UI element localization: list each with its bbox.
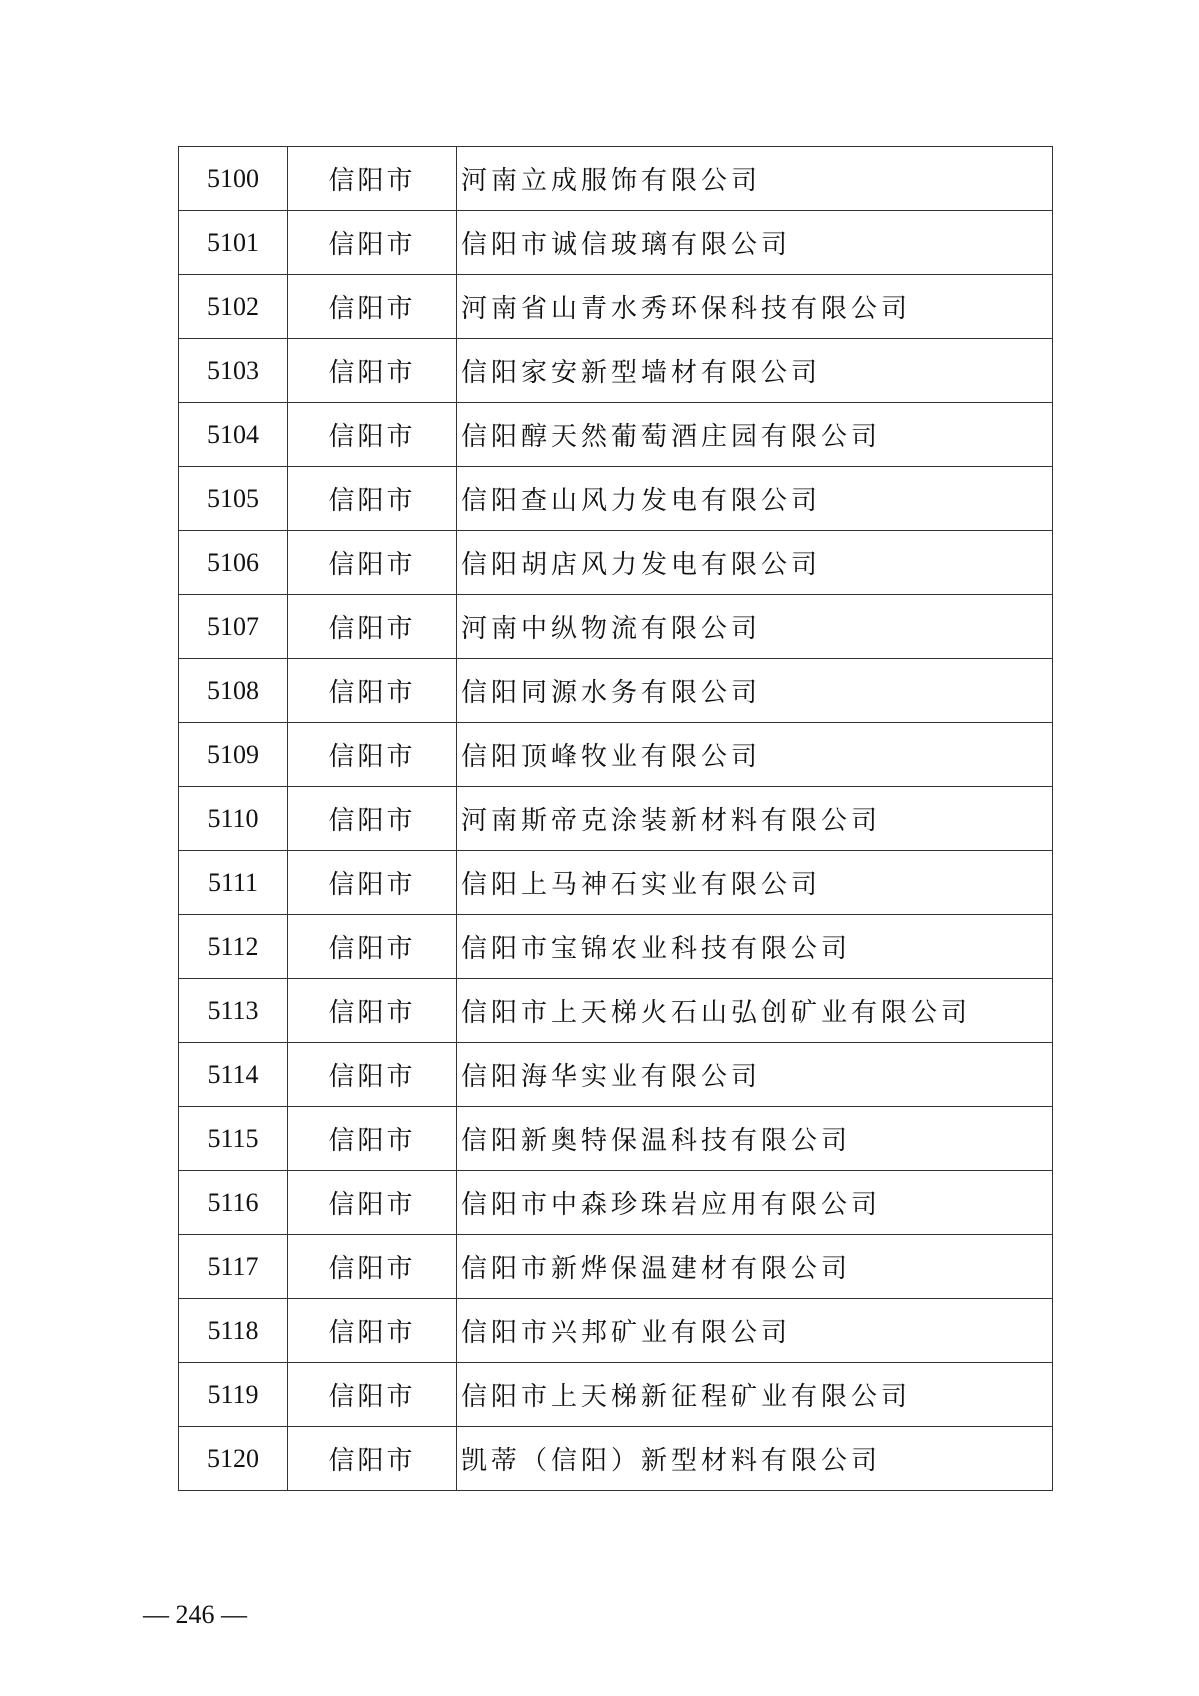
row-company-name: 信阳市宝锦农业科技有限公司 (457, 915, 1053, 979)
row-city: 信阳市 (288, 1235, 457, 1299)
table-row (179, 1299, 1053, 1363)
row-company-name: 信阳市中森珍珠岩应用有限公司 (457, 1171, 1053, 1235)
table-row (179, 1235, 1053, 1299)
table-row (179, 915, 1053, 979)
row-number: 5104 (179, 403, 288, 467)
row-company-name: 信阳海华实业有限公司 (457, 1043, 1053, 1107)
row-city: 信阳市 (288, 1171, 457, 1235)
row-number: 5100 (179, 147, 288, 211)
row-number: 5112 (179, 915, 288, 979)
table-row (179, 531, 1053, 595)
row-number: 5106 (179, 531, 288, 595)
row-city: 信阳市 (288, 1427, 457, 1491)
row-city: 信阳市 (288, 979, 457, 1043)
table-row (179, 659, 1053, 723)
row-company-name: 河南斯帝克涂装新材料有限公司 (457, 787, 1053, 851)
row-company-name: 信阳顶峰牧业有限公司 (457, 723, 1053, 787)
row-number: 5103 (179, 339, 288, 403)
table-row (179, 147, 1053, 211)
row-city: 信阳市 (288, 723, 457, 787)
company-table (178, 146, 1053, 1491)
row-city: 信阳市 (288, 851, 457, 915)
row-number: 5114 (179, 1043, 288, 1107)
row-number: 5102 (179, 275, 288, 339)
row-company-name: 信阳胡店风力发电有限公司 (457, 531, 1053, 595)
row-number: 5113 (179, 979, 288, 1043)
row-number: 5101 (179, 211, 288, 275)
row-number: 5105 (179, 467, 288, 531)
row-number: 5107 (179, 595, 288, 659)
table-row (179, 1363, 1053, 1427)
row-city: 信阳市 (288, 531, 457, 595)
row-company-name: 凯蒂（信阳）新型材料有限公司 (457, 1427, 1053, 1491)
table-row (179, 1043, 1053, 1107)
row-city: 信阳市 (288, 1299, 457, 1363)
table-row (179, 275, 1053, 339)
table-row (179, 1427, 1053, 1491)
row-number: 5115 (179, 1107, 288, 1171)
row-company-name: 信阳市新烨保温建材有限公司 (457, 1235, 1053, 1299)
row-number: 5119 (179, 1363, 288, 1427)
row-number: 5117 (179, 1235, 288, 1299)
row-company-name: 河南省山青水秀环保科技有限公司 (457, 275, 1053, 339)
row-number: 5116 (179, 1171, 288, 1235)
row-company-name: 信阳市诚信玻璃有限公司 (457, 211, 1053, 275)
row-city: 信阳市 (288, 275, 457, 339)
row-company-name: 河南立成服饰有限公司 (457, 147, 1053, 211)
row-company-name: 信阳市上天梯火石山弘创矿业有限公司 (457, 979, 1053, 1043)
row-company-name: 信阳家安新型墙材有限公司 (457, 339, 1053, 403)
row-company-name: 信阳新奥特保温科技有限公司 (457, 1107, 1053, 1171)
table-body (179, 147, 1053, 1491)
row-number: 5110 (179, 787, 288, 851)
row-city: 信阳市 (288, 915, 457, 979)
table-row (179, 595, 1053, 659)
row-company-name: 河南中纵物流有限公司 (457, 595, 1053, 659)
row-city: 信阳市 (288, 211, 457, 275)
row-city: 信阳市 (288, 1043, 457, 1107)
table-row (179, 1171, 1053, 1235)
table-row (179, 339, 1053, 403)
table-row (179, 979, 1053, 1043)
row-company-name: 信阳同源水务有限公司 (457, 659, 1053, 723)
table-row (179, 723, 1053, 787)
row-number: 5111 (179, 851, 288, 915)
row-city: 信阳市 (288, 147, 457, 211)
table-row (179, 1107, 1053, 1171)
table-row (179, 211, 1053, 275)
row-city: 信阳市 (288, 1363, 457, 1427)
row-number: 5108 (179, 659, 288, 723)
table-row (179, 403, 1053, 467)
row-city: 信阳市 (288, 787, 457, 851)
row-company-name: 信阳市兴邦矿业有限公司 (457, 1299, 1053, 1363)
row-number: 5118 (179, 1299, 288, 1363)
row-number: 5109 (179, 723, 288, 787)
row-company-name: 信阳查山风力发电有限公司 (457, 467, 1053, 531)
row-city: 信阳市 (288, 403, 457, 467)
row-company-name: 信阳市上天梯新征程矿业有限公司 (457, 1363, 1053, 1427)
table-row (179, 467, 1053, 531)
row-company-name: 信阳醇天然葡萄酒庄园有限公司 (457, 403, 1053, 467)
row-company-name: 信阳上马神石实业有限公司 (457, 851, 1053, 915)
row-city: 信阳市 (288, 595, 457, 659)
table-row (179, 851, 1053, 915)
row-city: 信阳市 (288, 659, 457, 723)
row-city: 信阳市 (288, 1107, 457, 1171)
row-city: 信阳市 (288, 339, 457, 403)
page-number: — 246 — (143, 1600, 247, 1629)
table-row (179, 787, 1053, 851)
row-city: 信阳市 (288, 467, 457, 531)
row-number: 5120 (179, 1427, 288, 1491)
